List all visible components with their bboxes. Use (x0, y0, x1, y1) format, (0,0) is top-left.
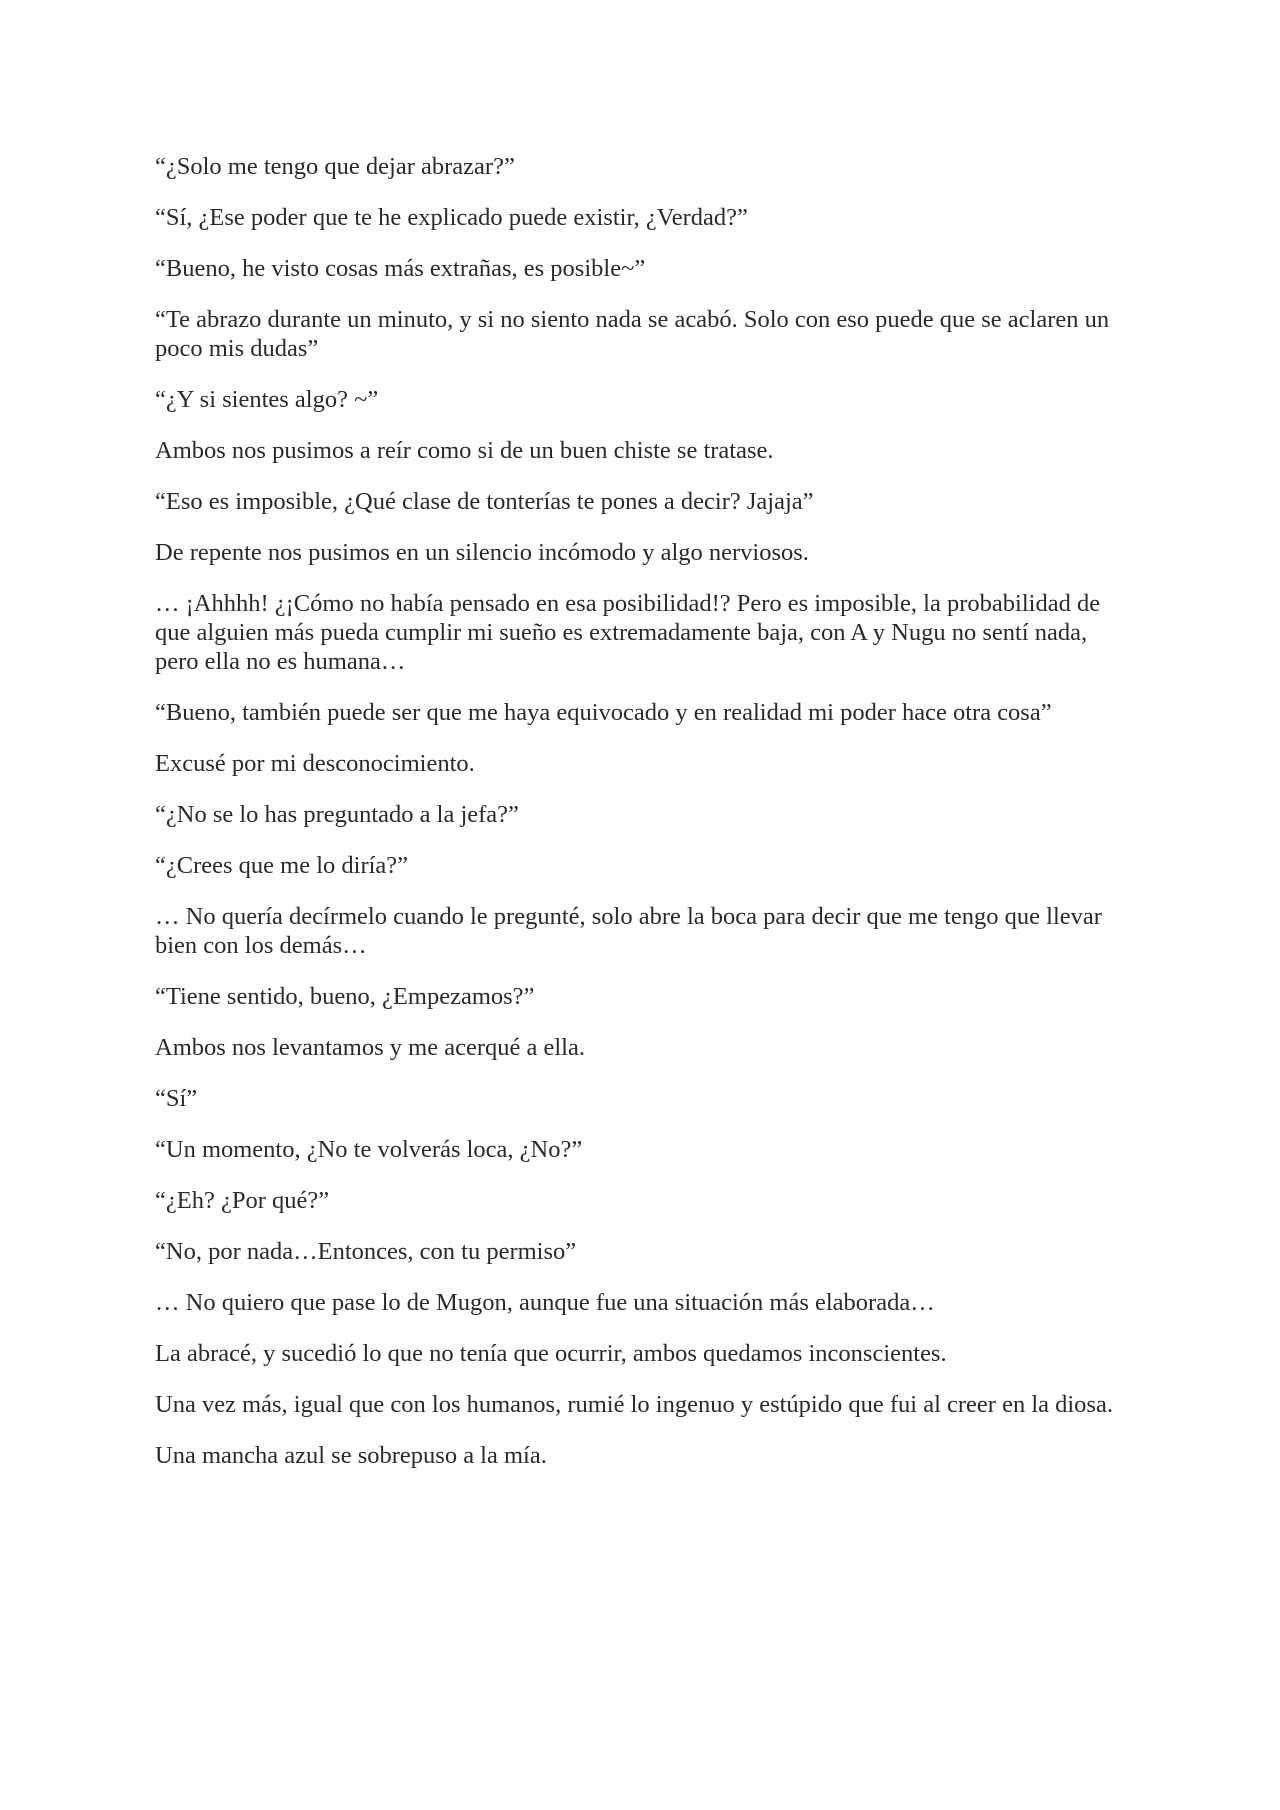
paragraph-16: Ambos nos levantamos y me acerqué a ella. (155, 1034, 585, 1061)
paragraph-14: … No quería decírmelo cuando le pregunté, solo abre la boca para decir que me tengo que llevar bien con los demás… (155, 903, 1102, 959)
paragraph-24: Una mancha azul se sobrepuso a la mía. (155, 1442, 547, 1469)
paragraph-6: Ambos nos pusimos a reír como si de un buen chiste se tratase. (155, 437, 774, 464)
paragraph-4: “Te abrazo durante un minuto, y si no siento nada se acabó. Solo con eso puede que se aclaren un poco mis dudas” (155, 306, 1110, 362)
paragraph-10: “Bueno, también puede ser que me haya equivocado y en realidad mi poder hace otra cosa” (155, 699, 1052, 726)
paragraph-13: “¿Crees que me lo diría?” (155, 852, 409, 879)
paragraph-2: “Sí, ¿Ese poder que te he explicado puede existir, ¿Verdad?” (155, 204, 748, 231)
paragraph-11: Excusé por mi desconocimiento. (155, 750, 475, 777)
paragraph-3: “Bueno, he visto cosas más extrañas, es posible~” (155, 255, 646, 282)
paragraph-1: “¿Solo me tengo que dejar abrazar?” (155, 153, 515, 180)
paragraph-23: Una vez más, igual que con los humanos, rumié lo ingenuo y estúpido que fui al creer en la diosa. (155, 1391, 1113, 1418)
document-body (155, 152, 1125, 1492)
paragraph-15: “Tiene sentido, bueno, ¿Empezamos?” (155, 983, 535, 1010)
paragraph-17: “Sí” (155, 1085, 198, 1112)
paragraph-8: De repente nos pusimos en un silencio incómodo y algo nerviosos. (155, 539, 809, 566)
paragraph-18: “Un momento, ¿No te volverás loca, ¿No?” (155, 1136, 583, 1163)
paragraph-21: … No quiero que pase lo de Mugon, aunque fue una situación más elaborada… (155, 1289, 935, 1316)
paragraph-12: “¿No se lo has preguntado a la jefa?” (155, 801, 519, 828)
paragraph-7: “Eso es imposible, ¿Qué clase de tonterías te pones a decir? Jajaja” (155, 488, 814, 515)
paragraph-9: … ¡Ahhhh! ¿¡Cómo no había pensado en esa posibilidad!? Pero es imposible, la probabilidad de que alguien más pueda cumplir mi sueño es extremadamente baja, con A y Nugu no sentí nada, pero ella no es humana… (155, 590, 1101, 675)
paragraph-22: La abracé, y sucedió lo que no tenía que ocurrir, ambos quedamos inconscientes. (155, 1340, 947, 1367)
paragraph-20: “No, por nada…Entonces, con tu permiso” (155, 1238, 577, 1265)
paragraph-5: “¿Y si sientes algo? ~” (155, 386, 379, 413)
paragraph-19: “¿Eh? ¿Por qué?” (155, 1187, 330, 1214)
